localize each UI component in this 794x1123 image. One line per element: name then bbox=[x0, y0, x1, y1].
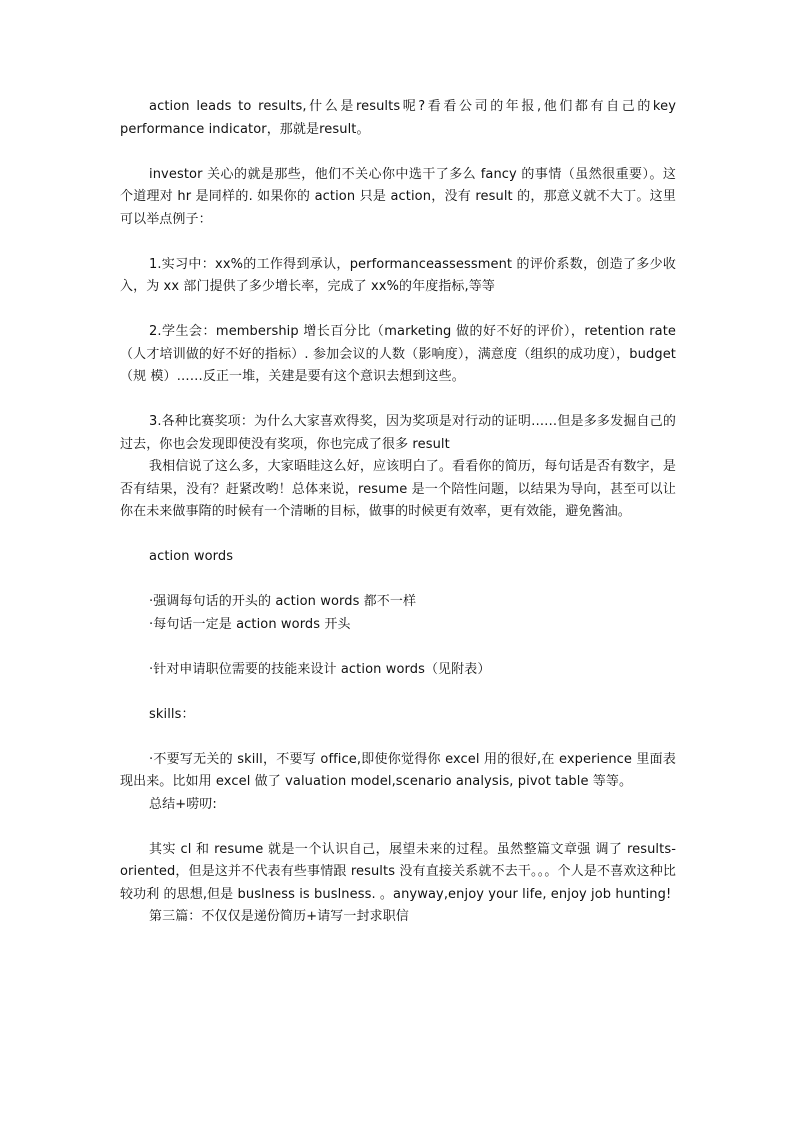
spacer bbox=[120, 299, 676, 322]
spacer bbox=[120, 636, 676, 659]
paragraph-conclusion-results: 我相信说了这么多，大家晤眭这么好，应该明白了。看看你的简历，每句话是否有数字，是否有结果，没有？赶紧改哟！总体来说，resume 是一个陪性问题，以结果为导向，甚至可以让你在未来做事隋的时候有一个清晰的目标，做事的时候更有效率，更有效能，避免酱油。 bbox=[120, 459, 676, 519]
spacer bbox=[120, 681, 676, 704]
document-body bbox=[120, 96, 676, 929]
spacer bbox=[120, 524, 676, 547]
paragraph-internship-example: 1.实习中：xx%的工作得到承认，performanceassessment 的评价系数，创造了多少收入，为 xx 部门提供了多少增长率，完成了 xx%的年度指标,等等 bbox=[120, 256, 676, 294]
spacer bbox=[120, 141, 676, 164]
spacer bbox=[120, 231, 676, 254]
heading-action-words: action words bbox=[149, 549, 234, 564]
bullet-action-words-skills: ·针对申请职位需要的技能来设计 action words（见附表） bbox=[149, 661, 491, 677]
bullet-action-words-different: ·强调每句话的开头的 action words 都不一样 bbox=[149, 594, 417, 609]
heading-skills: skills： bbox=[149, 706, 195, 722]
spacer bbox=[120, 389, 676, 412]
bullet-action-words-start: ·每句话一定是 action words 开头 bbox=[149, 616, 351, 632]
spacer bbox=[120, 726, 676, 749]
paragraph-key-performance: action leads to results,什么是results呢?看看公司的年报,他们都有自己的key performance indicator，那就是result。 bbox=[120, 99, 676, 137]
spacer bbox=[120, 816, 676, 839]
paragraph-student-union-example: 2.学生会：membership 增长百分比（marketing 做的好不好的评价），retention rate（人才培训做的好不好的指标）. 参加会议的人数（影响度），满意度（组织的成功度），budget（规 模）……反正一堆，关建是要有这个意识去想到这些。 bbox=[120, 324, 676, 384]
heading-part-three: 第三篇：不仅仅是递份简历+请写一封求职信 bbox=[149, 909, 409, 924]
paragraph-investor: investor 关心的就是那些，他们不关心你中选干了多么 fancy 的事情（虽然很重要）。这个道理对 hr 是同样的. 如果你的 action 只是 action，没有 result 的，那意义就不大丁。这里可以举点例子： bbox=[120, 166, 676, 227]
paragraph-summary: 其实 cl 和 resume 就是一个认识自己，展望未来的过程。虽然整篇文章强 调了 results-oriented，但是这并不代表有些事情跟 results 没有直接关系就不去干。。。个人是不喜欢这种比较功利 的思想,但是 buslness is buslness. 。anyway,enjoy your life, enjoy job hunting! bbox=[120, 841, 676, 902]
bullet-skills-advice: ·不要写无关的 skill，不要写 office,即使你觉得你 excel 用的很好,在 experience 里面表现出来。比如用 excel 做了 valuation model,scenario analysis, pivot table 等等。 bbox=[120, 751, 676, 789]
paragraph-awards-example: 3.各种比赛奖项：为什么大家喜欢得奖，因为奖项是对行动的证明……但是多多发掘自己的过去，你也会发现即使没有奖项，你也完成了很多 result bbox=[120, 414, 676, 452]
spacer bbox=[120, 569, 676, 592]
heading-summary: 总结+唠叨: bbox=[149, 796, 217, 812]
